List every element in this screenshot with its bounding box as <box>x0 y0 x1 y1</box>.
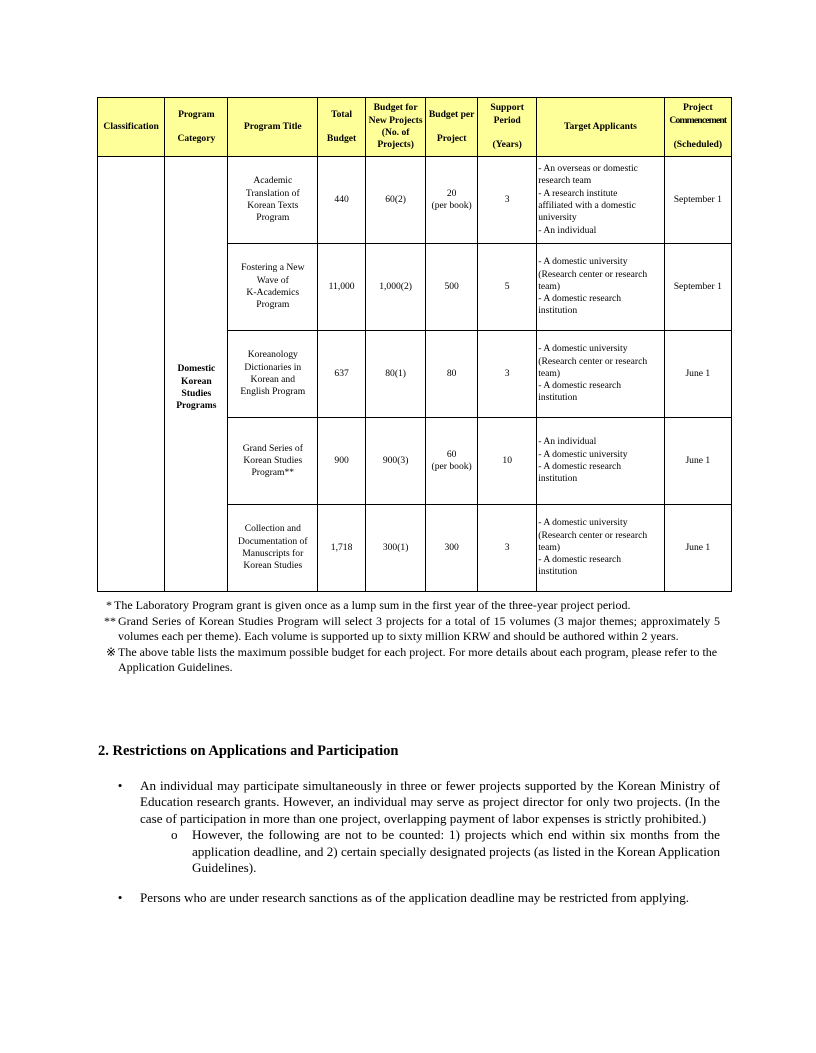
program-title-cell <box>228 505 318 592</box>
support-period-cell: 3 <box>478 331 537 418</box>
new-projects-budget-cell: 1,000(2) <box>366 244 426 331</box>
support-period-cell: 3 <box>478 505 537 592</box>
cell-line: K-Academics <box>246 287 300 298</box>
footnote-maximum-budget <box>82 645 720 676</box>
total-budget-cell: 11,000 <box>318 244 366 331</box>
commencement-cell: September 1 <box>664 244 731 331</box>
cell-line: - An overseas or domestic <box>538 163 638 175</box>
cell-line: institution <box>538 392 578 404</box>
cell-line: institution <box>538 305 578 317</box>
cell-line: - A domestic research <box>538 293 622 305</box>
list-item-text: An individual may participate simultaneously in three or fewer projects supported by the Korean Ministry of Education research grants. However, an individual may serve as project director for only two projects. (In the case of participation in more than one project, overlapping payment of labor expenses is strictly prohibited.) <box>140 778 720 826</box>
cell-line: 80 <box>446 367 457 379</box>
cell-line: - A domestic research <box>538 380 622 392</box>
new-projects-budget-cell: 300(1) <box>366 505 426 592</box>
target-applicants-cell <box>537 505 664 592</box>
classification-cell <box>98 157 165 592</box>
cell-line: - A domestic university <box>538 448 628 460</box>
header-budget-new-projects: Budget for New Projects (No. of Projects) <box>366 98 426 157</box>
per-project-budget-cell <box>426 418 478 505</box>
cell-line: Manuscripts for <box>242 548 304 559</box>
cell-line: Grand Series of <box>242 442 303 454</box>
cell-line: team) <box>538 280 561 292</box>
header-classification: Classification <box>98 98 165 157</box>
header-support-period: Support Period (Years) <box>478 98 537 157</box>
new-projects-budget-cell: 80(1) <box>366 331 426 418</box>
commencement-cell: September 1 <box>664 157 731 244</box>
cell-line: Koreanology <box>247 349 298 361</box>
per-project-budget-cell <box>426 157 478 244</box>
total-budget-cell: 637 <box>318 331 366 418</box>
cell-line: 300 <box>444 541 459 553</box>
commencement-cell: June 1 <box>664 331 731 418</box>
footnote-marker: * <box>106 598 112 612</box>
cell-line: 60 <box>446 448 457 460</box>
footnote-marker: ※ <box>105 644 116 659</box>
header-program-category: Program Category <box>165 98 228 157</box>
header-budget-per-project: Budget per Project <box>426 98 478 157</box>
list-item <box>114 890 720 906</box>
section-heading: 2. Restrictions on Applications and Participation <box>98 743 399 759</box>
cell-line: Academic <box>253 175 293 187</box>
bullet-icon: • <box>117 778 123 793</box>
program-category-cell: Domestic Korean Studies Programs <box>165 157 228 592</box>
cell-line: (Research center or research <box>538 268 648 280</box>
new-projects-budget-cell: 900(3) <box>366 418 426 505</box>
cell-line: Program** <box>251 467 295 479</box>
cell-line: - A research institute <box>538 187 618 199</box>
cell-line: 20 <box>446 187 457 199</box>
footnote-marker: ** <box>104 613 116 628</box>
cell-line: team) <box>538 367 561 379</box>
cell-line: Fostering a New <box>241 262 305 274</box>
cell-line: Documentation of <box>238 535 308 547</box>
cell-line: research team <box>538 175 592 187</box>
footnote-text: The above table lists the maximum possible budget for each project. For more details about each program, please refer to the Application Guidelines. <box>118 644 718 675</box>
per-project-budget-cell <box>426 505 478 592</box>
total-budget-cell: 900 <box>318 418 366 505</box>
new-projects-budget-cell: 60(2) <box>366 157 426 244</box>
cell-line: affiliated with a domestic <box>538 200 636 211</box>
sub-list-item <box>140 827 720 876</box>
program-title-cell <box>228 157 318 244</box>
table-header-row <box>98 98 732 157</box>
support-period-cell: 3 <box>478 157 537 244</box>
cell-line: (per book) <box>431 461 472 472</box>
target-applicants-cell <box>537 157 664 244</box>
cell-line: - A domestic research <box>538 554 622 566</box>
cell-line: Collection and <box>244 523 301 535</box>
target-applicants-cell <box>537 418 664 505</box>
budget-table <box>97 97 732 592</box>
cell-line: - An individual <box>538 224 597 236</box>
target-applicants-cell <box>537 331 664 418</box>
support-period-cell: 10 <box>478 418 537 505</box>
cell-line: - A domestic university <box>538 517 628 529</box>
program-title-cell <box>228 331 318 418</box>
cell-line: (Research center or research <box>538 355 648 367</box>
header-target-applicants: Target Applicants <box>537 98 664 157</box>
program-title-cell <box>228 418 318 505</box>
cell-line: Korean and <box>250 374 296 385</box>
cell-line: (per book) <box>431 200 472 211</box>
cell-line: university <box>538 212 577 224</box>
sub-bullet-icon: o <box>171 827 178 843</box>
cell-line: Wave of <box>256 274 289 286</box>
sub-list-item-text: However, the following are not to be counted: 1) projects which end within six months from the application deadline, and 2) certain specially designated projects (as listed in the Korean Application Guidelines). <box>192 827 720 876</box>
cell-line: Dictionaries in <box>244 361 302 373</box>
header-program-title: Program Title <box>228 98 318 157</box>
cell-line: English Program <box>240 386 306 398</box>
support-period-cell: 5 <box>478 244 537 331</box>
cell-line: 500 <box>444 280 459 292</box>
cell-line: - A domestic university <box>538 256 628 268</box>
cell-line: institution <box>538 566 578 578</box>
cell-line: team) <box>538 541 561 553</box>
footnote-grand-series <box>82 614 720 645</box>
cell-line: Korean Studies <box>243 454 303 466</box>
target-applicants-cell <box>537 244 664 331</box>
list-item-text: Persons who are under research sanctions as of the application deadline may be restricted from applying. <box>140 890 690 906</box>
per-project-budget-cell <box>426 244 478 331</box>
cell-line: Korean Texts <box>247 200 299 211</box>
cell-line: - A domestic research <box>538 461 622 472</box>
footnote-text: The Laboratory Program grant is given once as a lump sum in the first year of the three-year project period. <box>114 598 631 612</box>
cell-line: (Research center or research <box>538 529 648 541</box>
table-footnotes <box>82 598 720 676</box>
header-project-commencement: Project Commencement (Scheduled) <box>664 98 731 157</box>
footnote-text: Grand Series of Korean Studies Program will select 3 projects for a total of 15 volumes (3 major themes; approximately 5 volumes each per theme). Each volume is supported up to sixty million KRW and should be authored within 2 years. <box>118 613 720 644</box>
cell-line: - An individual <box>538 436 597 448</box>
cell-line: institution <box>538 473 578 485</box>
total-budget-cell: 1,718 <box>318 505 366 592</box>
commencement-cell: June 1 <box>664 505 731 592</box>
bullet-icon: • <box>117 890 123 906</box>
table-row <box>98 157 732 244</box>
cell-line: Translation of <box>245 187 300 199</box>
cell-line: Program <box>256 212 290 224</box>
commencement-cell: June 1 <box>664 418 731 505</box>
total-budget-cell: 440 <box>318 157 366 244</box>
cell-line: Korean Studies <box>243 560 303 572</box>
restrictions-list <box>114 778 720 907</box>
cell-line: - A domestic university <box>538 343 628 355</box>
footnote-laboratory <box>82 598 720 614</box>
list-item <box>114 778 720 827</box>
cell-line: Program <box>256 299 290 311</box>
header-total-budget: Total Budget <box>318 98 366 157</box>
per-project-budget-cell <box>426 331 478 418</box>
program-title-cell <box>228 244 318 331</box>
